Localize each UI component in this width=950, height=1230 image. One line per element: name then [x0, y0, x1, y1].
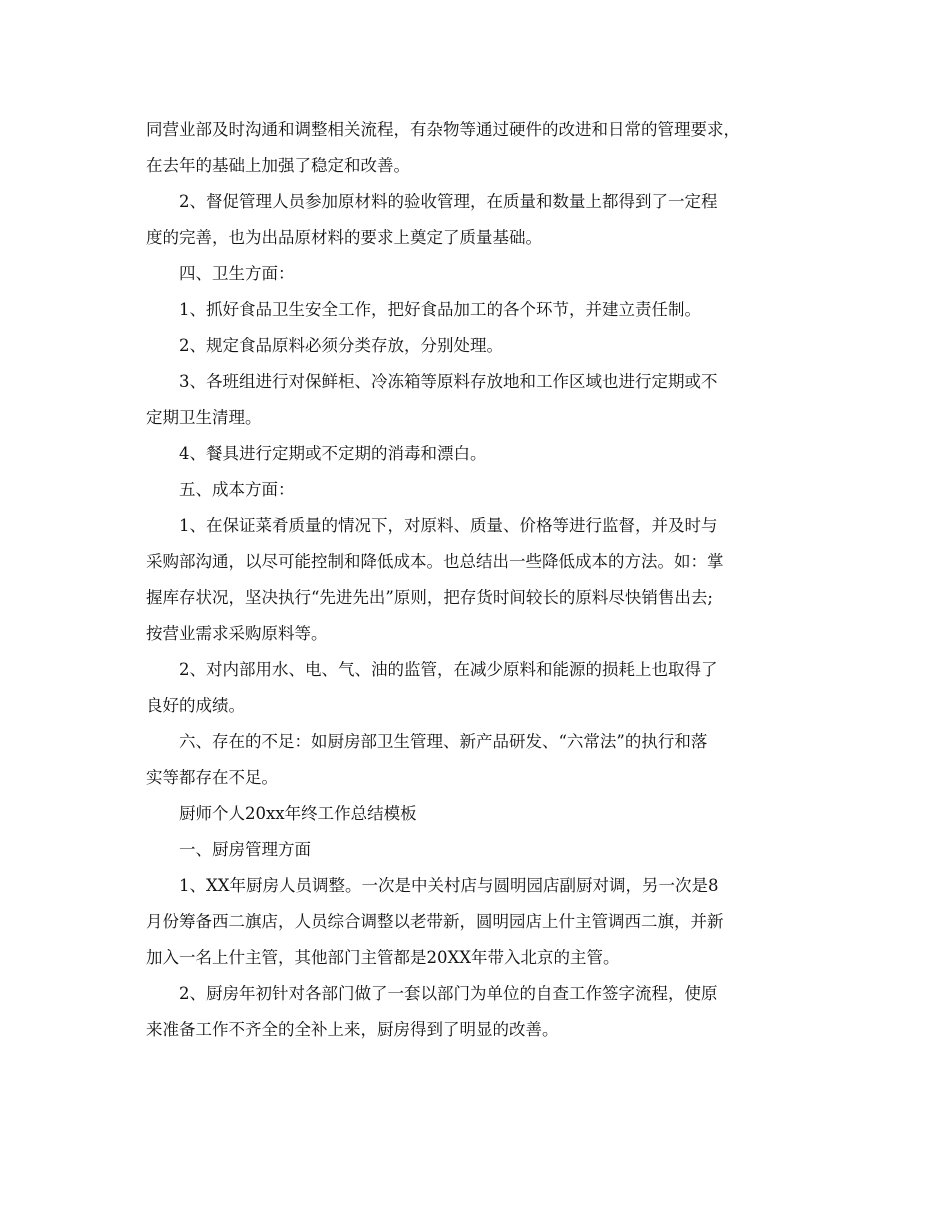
- text-line: 加入一名上什主管，其他部门主管都是20XX年带入北京的主管。: [146, 948, 620, 967]
- text-line: 厨师个人20xx年终工作总结模板: [179, 804, 417, 823]
- text-line: 2、督促管理人员参加原材料的验收管理，在质量和数量上都得到了一定程: [179, 192, 718, 211]
- text-line: 握库存状况，坚决执行“先进先出”原则，把存货时间较长的原料尽快销售出去;: [146, 588, 713, 607]
- text-line: 同营业部及时沟通和调整相关流程，有杂物等通过硬件的改进和日常的管理要求，: [146, 120, 740, 139]
- text-line: 2、厨房年初针对各部门做了一套以部门为单位的自查工作签字流程，使原: [179, 984, 718, 1003]
- text-line: 3、各班组进行对保鲜柜、冷冻箱等原料存放地和工作区域也进行定期或不: [179, 372, 718, 391]
- text-line: 采购部沟通，以尽可能控制和降低成本。也总结出一些降低成本的方法。如：掌: [146, 552, 724, 571]
- text-line: 一、厨房管理方面: [179, 840, 311, 859]
- text-line: 按营业需求采购原料等。: [146, 624, 328, 643]
- text-line: 2、对内部用水、电、气、油的监管，在减少原料和能源的损耗上也取得了: [179, 660, 718, 679]
- text-line: 五、成本方面：: [179, 480, 295, 499]
- text-line: 定期卫生清理。: [146, 408, 262, 427]
- text-line: 良好的成绩。: [146, 696, 245, 715]
- text-line: 四、卫生方面：: [179, 264, 295, 283]
- text-line: 2、规定食品原料必须分类存放，分别处理。: [179, 336, 503, 355]
- text-line: 度的完善，也为出品原材料的要求上奠定了质量基础。: [146, 228, 542, 247]
- text-line: 1、XX年厨房人员调整。一次是中关村店与圆明园店副厨对调，另一次是8: [179, 876, 719, 895]
- text-line: 1、抓好食品卫生安全工作，把好食品加工的各个环节，并建立责任制。: [179, 300, 701, 319]
- text-line: 4、餐具进行定期或不定期的消毒和漂白。: [179, 444, 487, 463]
- text-line: 实等都存在不足。: [146, 768, 278, 787]
- document-body: [146, 112, 806, 1048]
- text-line: 1、在保证菜肴质量的情况下，对原料、质量、价格等进行监督，并及时与: [179, 516, 718, 535]
- text-line: 六、存在的不足：如厨房部卫生管理、新产品研发、“六常法”的执行和落: [179, 732, 708, 751]
- text-line: 月份筹备西二旗店，人员综合调整以老带新，圆明园店上什主管调西二旗，并新: [146, 912, 724, 931]
- text-line: 来准备工作不齐全的全补上来，厨房得到了明显的改善。: [146, 1020, 559, 1039]
- text-line: 在去年的基础上加强了稳定和改善。: [146, 156, 410, 175]
